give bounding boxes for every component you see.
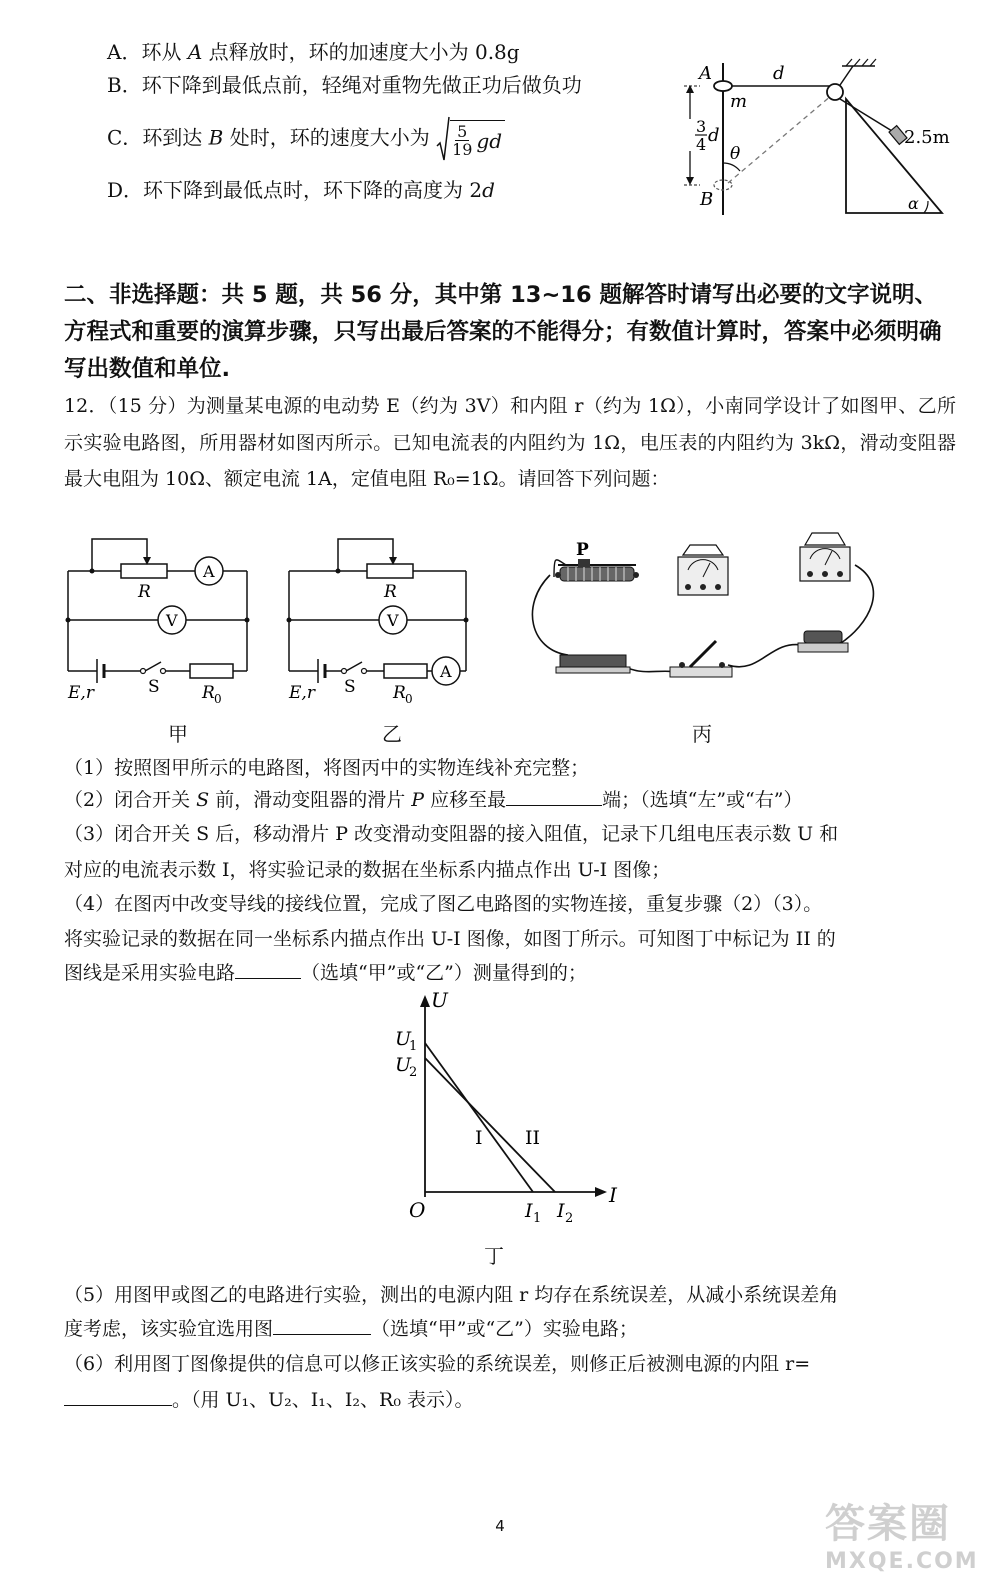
svg-text:1: 1	[533, 1211, 542, 1225]
voltmeter-label: V	[166, 611, 178, 630]
ammeter-device	[678, 545, 728, 595]
line-i	[425, 1043, 533, 1192]
blank-s4[interactable]	[235, 958, 301, 979]
q12-s5-line2: 度考虑，该实验宜选用图 （选填“甲”或“乙”）实验电路；	[64, 1311, 638, 1347]
svg-text:2: 2	[409, 1065, 418, 1080]
ring-pulley-figure	[670, 55, 960, 225]
q12-s2: （2）闭合开关 S 前，滑动变阻器的滑片 P 应移至最 端；（选填“左”或“右”）	[64, 782, 802, 818]
line-ii-label: II	[525, 1127, 541, 1149]
fixed-resistor-device	[798, 631, 848, 652]
u1-label: U	[395, 1028, 412, 1050]
caption-bing: 丙	[692, 722, 712, 746]
r0-sub: 0	[405, 692, 413, 706]
blank-s6[interactable]	[64, 1385, 172, 1406]
caption-ding: 丁	[484, 1244, 504, 1268]
option-c: C．环到达 B 处时，环的速度大小为 $\frac{5}{19}$ gd	[107, 116, 505, 162]
watermark: 答案圈 MXQE.COM	[825, 1501, 979, 1574]
page-number: 4	[495, 1517, 505, 1535]
option-b: B．环下降到最低点前，轻绳对重物先做正功后做负功	[107, 73, 582, 97]
voltmeter-label: V	[387, 611, 399, 630]
switch-label: S	[148, 677, 160, 697]
switch-device	[670, 641, 732, 677]
r0-label: R	[202, 683, 215, 703]
circuit-yi	[276, 535, 491, 715]
switch-label: S	[344, 677, 356, 697]
caption-yi: 乙	[382, 722, 402, 746]
source-label: E,r	[289, 683, 315, 703]
rheostat-top	[555, 540, 639, 581]
pulley	[827, 84, 843, 100]
line-i-label: I	[475, 1127, 483, 1149]
q12-intro: 12．（15 分）为测量某电源的电动势 E（约为 3V）和内阻 r（约为 1Ω），小南同学设计了如图甲、乙所示实验电路图，所用器材如图丙所示。已知电流表的内阻约为 1Ω，电压表的内阻约为 3kΩ，滑动变阻器最大电阻为 10Ω、额定电流 1A，定值电阻 R₀=1Ω。请回答下列问题：	[64, 395, 956, 490]
q12-s4-line3: 图线是采用实验电路 （选填“甲”或“乙”）测量得到的；	[64, 955, 587, 991]
q12-s4-line2: 将实验记录的数据在同一坐标系内描点作出 U-I 图像，如图丁所示。可知图丁中标记为 II 的	[64, 928, 836, 950]
u2-label: U	[395, 1054, 412, 1076]
rheostat-label: R	[138, 582, 151, 602]
option-a: A．环从 A 点释放时，环的加速度大小为 0.8g	[107, 40, 520, 64]
i1-label: I	[525, 1200, 533, 1222]
ammeter-label: A	[203, 562, 215, 581]
r0-label: R	[393, 683, 406, 703]
q12-s5-line1: （5）用图甲或图乙的电路进行实验，测出的电源内阻 r 均存在系统误差，从减小系统误差角	[64, 1284, 839, 1306]
radical-sign	[436, 116, 450, 162]
source-label: E,r	[68, 683, 94, 703]
q12-s3-line1: （3）闭合开关 S 后，移动滑片 P 改变滑动变阻器的接入阻值，记录下几组电压表示数 U 和	[64, 823, 839, 845]
slider-p-label: P	[576, 540, 589, 560]
svg-text:2: 2	[565, 1211, 574, 1225]
resistor-bottom	[556, 655, 630, 673]
voltmeter-device	[800, 533, 850, 581]
label-a: A	[699, 63, 712, 84]
q12-s3-line2: 对应的电流表示数 I，将实验记录的数据在坐标系内描点作出 U-I 图像；	[64, 859, 671, 881]
label-frac-den: 4	[696, 135, 707, 154]
sqrt-expression: $\frac{5}{19}$ gd	[436, 116, 505, 162]
ui-graph-ding	[385, 985, 635, 1225]
label-frac-d: d	[708, 125, 720, 146]
label-b: B	[700, 189, 714, 210]
i2-label: I	[557, 1200, 565, 1222]
circuit-jia	[55, 535, 265, 715]
blank-s2[interactable]	[506, 785, 602, 806]
svg-text:1: 1	[409, 1039, 418, 1054]
line-ii	[425, 1058, 555, 1192]
label-theta: θ	[730, 144, 741, 164]
r0-sub: 0	[214, 692, 222, 706]
option-d: D．环下降到最低点时，环下降的高度为 2d	[107, 178, 495, 202]
ring-a	[714, 81, 732, 91]
q12-s6-line2: 。（用 U₁、U₂、I₁、I₂、R₀ 表示）。	[64, 1382, 474, 1418]
label-mass: 2.5m	[904, 127, 950, 148]
caption-jia: 甲	[168, 722, 188, 746]
blank-s5[interactable]	[273, 1314, 371, 1335]
section-heading: 二、非选择题：共 5 题，共 56 分，其中第 13~16 题解答时请写出必要的文字说明、方程式和重要的演算步骤，只写出最后答案的不能得分；有数值计算时，答案中必须明确写出数值和单位.	[64, 282, 942, 382]
label-d: d	[773, 63, 785, 84]
q12-s6-line1: （6）利用图丁图像提供的信息可以修正该实验的系统误差，则修正后被测电源的内阻 r=	[64, 1353, 811, 1375]
label-m: m	[730, 91, 748, 112]
apparatus-bing	[520, 525, 890, 690]
i-axis-label: I	[609, 1183, 617, 1207]
u-axis-label: U	[431, 988, 448, 1012]
q12-s4-line1: （4）在图丙中改变导线的接线位置，完成了图乙电路图的实物连接，重复步骤（2）（3）。	[64, 893, 823, 915]
rheostat-label: R	[384, 582, 397, 602]
origin-label: O	[409, 1198, 426, 1222]
ammeter-label: A	[440, 662, 452, 681]
label-frac-num: 3	[696, 117, 707, 136]
q12-s1: （1）按照图甲所示的电路图，将图丙中的实物连线补充完整；	[64, 757, 590, 779]
label-alpha: α	[908, 194, 919, 213]
